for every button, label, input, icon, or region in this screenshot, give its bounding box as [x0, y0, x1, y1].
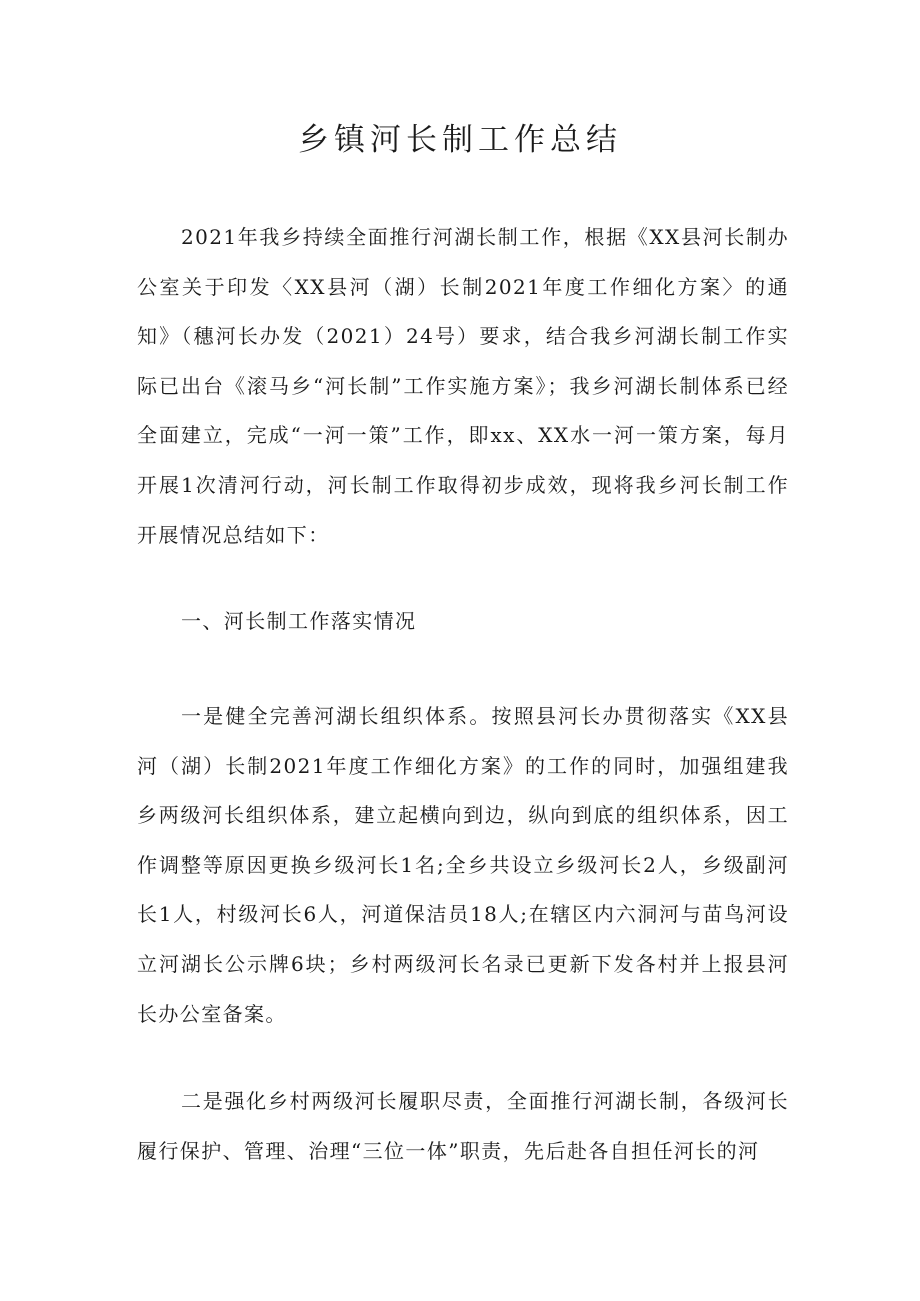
document-title: 乡镇河长制工作总结	[298, 122, 622, 158]
intro-paragraph: 2021年我乡持续全面推行河湖长制工作，根据《XX县河长制办公室关于印发〈XX县河（湖）长制2021年度工作细化方案〉的通知》（穗河长办发（2021）24号）要求，结合我乡河湖长制工作实际已出台《滚马乡“河长制”工作实施方案》；我乡河湖长制体系已经全面建立，完成“一河一策”工作，即xx、XX水一河一策方案，每月开展1次清河行动，河长制工作取得初步成效，现将我乡河长制工作开展情况总结如下：	[137, 225, 789, 547]
paragraph-one: 一是健全完善河湖长组织体系。按照县河长办贯彻落实《XX县河（湖）长制2021年度工作细化方案》的工作的同时，加强组建我乡两级河长组织体系，建立起横向到边，纵向到底的组织体系，因工作调整等原因更换乡级河长1名;全乡共设立乡级河长2人，乡级副河长1人，村级河长6人，河道保洁员18人;在辖区内六洞河与苗鸟河设立河湖长公示牌6块；乡村两级河长名录已更新下发各村并上报县河长办公室备案。	[137, 704, 789, 1026]
paragraph-two: 二是强化乡村两级河长履职尽责，全面推行河湖长制，各级河长履行保护、管理、治理“三位一体”职责，先后赴各自担任河长的河	[137, 1089, 789, 1163]
section-heading: 一、河长制工作落实情况	[181, 609, 417, 633]
